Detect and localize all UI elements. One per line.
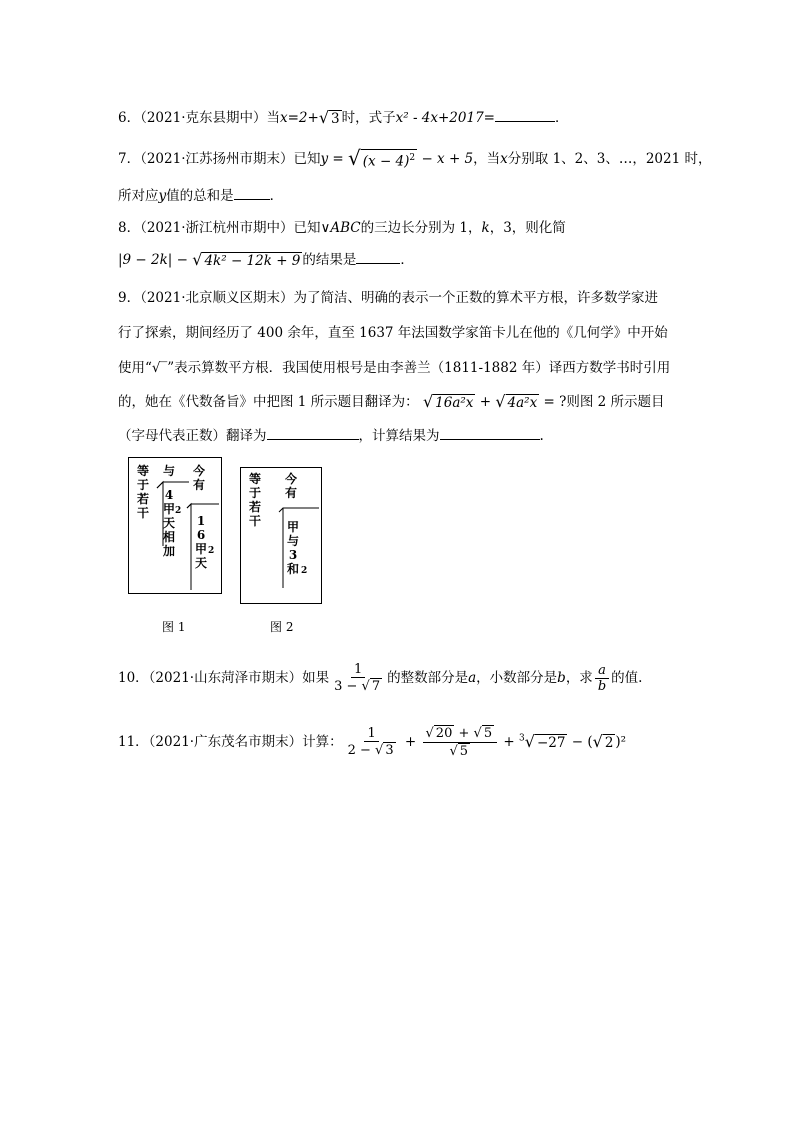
question-9-line1: 9．（2021·北京顺义区期末）为了简洁、明确的表示一个正数的算术平方根，许多数学家进	[118, 290, 658, 306]
radical-symbol: √‾	[151, 360, 168, 376]
question-9-line2: 行了探索，期间经历了 400 余年，直至 1637 年法国数学家笛卡儿在他的《几何学》中开始	[118, 325, 668, 341]
radical-bracket-lines	[129, 458, 221, 593]
figure-2-caption: 图 2	[270, 620, 294, 634]
fig2-column-mid: 甲 与 3 和	[287, 520, 300, 576]
fig1-column-mid: 1 6 甲 天	[195, 514, 208, 570]
figure-1: 等 于 若 干 与 4 甲 天 相 加 2 今 有 1 6 甲 天 2	[128, 457, 222, 594]
fraction-a-over-b: $\frac{a}{b}$	[595, 663, 609, 694]
answer-blank	[267, 427, 359, 440]
sqrt-expression: √ 16a²x	[422, 392, 474, 411]
question-8-line2: |9 − 2k| − √ 4k² − 12k + 9 的结果是 ．	[118, 250, 414, 269]
question-9-line5: （字母代表正数）翻译为 ，计算结果为 .	[118, 428, 544, 444]
question-10: 10．（2021·山东菏泽市期末）如果 $\frac{1}{3 - √ 7}$ 的整数部分是a，小数部分是b，求 $\frac{a}{b}$ 的值.	[118, 662, 643, 694]
sqrt-expression: √ 3	[318, 108, 340, 127]
question-6: 6．（2021·克东县期中）当x=2+√ 3 时，式子x² - 4x+2017= ．	[118, 108, 569, 127]
question-8: 8．（2021·浙江杭州市期中）已知∨ABC的三边长分别为 1，k，3，则化简	[118, 220, 566, 236]
sqrt-expression: √ 2	[592, 732, 614, 751]
fig1-column-far: 等 于 若 干	[137, 464, 150, 520]
question-9-line3: 使用“√‾”表示算数平方根．我国使用根号是由李善兰（1811-1882 年）译西方数学书时引用	[118, 360, 671, 376]
fraction: $\frac{1}{3 - √ 7}$	[334, 662, 381, 694]
answer-blank	[356, 251, 400, 264]
figure-2: 等 于 若 干 今 有 甲 与 3 和 2	[240, 467, 322, 604]
fraction: $\frac{√ 20 + √ 5}{√ 5}$	[423, 725, 498, 760]
answer-blank	[440, 427, 540, 440]
sqrt-expression: √ 4k² − 12k + 9	[192, 250, 301, 269]
fig2-column-far: 等 于 若 干	[249, 472, 262, 528]
figure-1-caption: 图 1	[162, 620, 186, 634]
radical-bracket-lines	[241, 468, 321, 603]
question-7: 7．（2021·江苏扬州市期末）已知y = √ $(x - 4)^2 - x + 5$，当x分别取 1、2、3、…，2021 时，	[118, 146, 712, 170]
fig1-column-right: 今 有	[193, 464, 206, 492]
answer-blank	[495, 109, 555, 122]
question-11: 11．（2021·广东茂名市期末）计算： $\frac{1}{2 - √ 3}$ + $\frac{√ 20 + √ 5}{√ 5}$ + $^3$√ −27 − (√ 2 )²	[118, 726, 627, 759]
question-9-line4: 的，她在《代数备旨》中把图 1 所示题目翻译为： √ 16a²x + √ 4a²x = ?则图 2 所示题目	[118, 392, 665, 411]
sqrt-expression: √ 4a²x	[495, 392, 538, 411]
fig2-column-right: 今 有	[285, 472, 298, 500]
fraction: $\frac{1}{2 - √ 3}$	[347, 726, 394, 758]
sqrt-expression: √ $(x - 4)^2$	[348, 146, 416, 170]
cube-root-expression: √ −27	[524, 732, 566, 751]
question-7-line2: 所对应y值的总和是 ．	[118, 188, 284, 204]
answer-blank	[234, 187, 270, 200]
fig1-column-left: 与 4 甲 天 相 加	[163, 464, 176, 558]
